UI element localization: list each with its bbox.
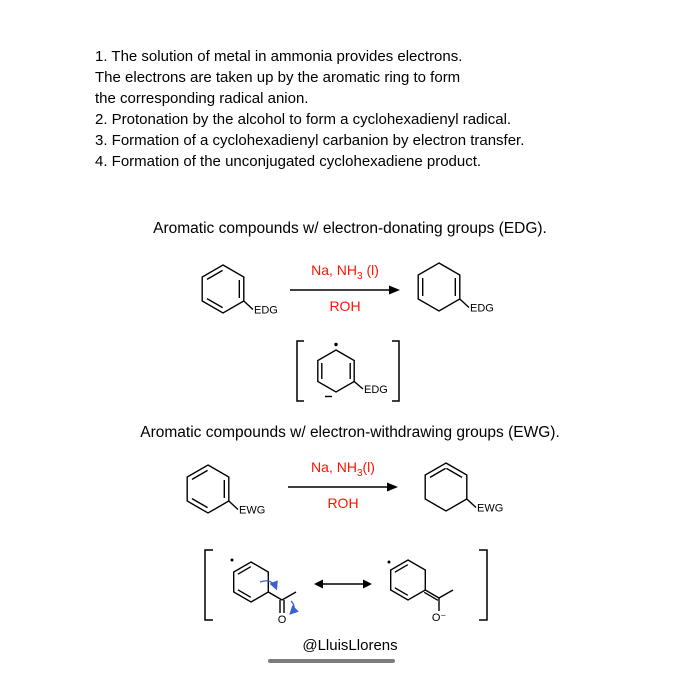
ewg-reagent-top — [287, 459, 399, 479]
ewg-substituent-label: EWG — [239, 504, 266, 517]
note-line-1: 1. The solution of metal in ammonia provides electrons. — [95, 48, 463, 65]
carbonyl-oxygen-label: O — [277, 614, 287, 626]
edg-reagent-top — [289, 262, 401, 282]
ewg-heading: Aromatic compounds w/ electron-withdrawing groups (EWG). — [140, 424, 560, 441]
bracket-left — [205, 550, 213, 620]
reagent-subscript: 3 — [357, 270, 363, 282]
right-resonance-ring — [391, 560, 426, 600]
edg-substituent-label: EDG — [470, 302, 494, 315]
mechanism-notes — [95, 46, 524, 172]
reagent-post: (l) — [362, 459, 375, 475]
substituent-bond — [460, 299, 469, 308]
radical-dot-icon — [231, 559, 234, 562]
reagent-pre: Na, NH — [311, 262, 357, 278]
ewg-reaction-arrow — [287, 481, 399, 493]
ewg-product-structure — [413, 456, 508, 528]
edg-product-structure — [406, 256, 501, 328]
radical-anion-ring — [318, 350, 354, 392]
edg-reaction-arrow — [289, 284, 401, 296]
resonance-arrow-head-right-icon — [363, 580, 372, 589]
methyl-bond — [439, 590, 453, 598]
ewg-resonance-structures — [196, 540, 496, 630]
ewg-reagent-bottom: ROH — [327, 495, 359, 511]
substituent-bond — [229, 501, 238, 510]
substituent-bond — [354, 382, 363, 390]
radical-dot-icon — [388, 561, 391, 564]
credit-handle: @LluisLlorens — [302, 637, 398, 654]
note-line-5: 3. Formation of a cyclohexadienyl carbanion by electron transfer. — [95, 132, 525, 149]
resonance-arrow-head-left-icon — [314, 580, 323, 589]
note-line-4: 2. Protonation by the alcohol to form a cyclohexadienyl radical. — [95, 111, 512, 128]
ring-double-bonds — [322, 363, 350, 379]
carbonyl-double-bond — [280, 600, 284, 613]
edg-substituent-label: EDG — [364, 384, 388, 396]
bracket-left — [297, 341, 304, 401]
curved-electron-arrow-icon — [291, 601, 294, 613]
bracket-right — [392, 341, 399, 401]
edg-reactant-structure — [190, 258, 285, 330]
benzene-double-bonds — [192, 470, 224, 507]
reagent-subscript: 3 — [356, 467, 363, 479]
substituent-bond — [244, 301, 253, 310]
bracket-right — [479, 550, 487, 620]
note-line-2: The electrons are taken up by the aromatic ring to form — [95, 69, 461, 86]
enolate-oxygen-label: O⁻ — [431, 612, 447, 624]
note-line-6: 4. Formation of the unconjugated cyclohexadiene product. — [95, 153, 482, 170]
edg-substituent-label: EDG — [254, 304, 278, 317]
edg-intermediate-structure — [290, 334, 406, 408]
note-line-3: the corresponding radical anion. — [95, 90, 309, 107]
methyl-bond — [282, 592, 296, 600]
ewg-substituent-label: EWG — [477, 502, 504, 515]
arrow-head-icon — [387, 483, 398, 492]
arrow-head-icon — [389, 286, 400, 295]
benzene-ring — [202, 265, 244, 313]
benzene-ring — [187, 465, 229, 513]
radical-dot-icon — [334, 343, 337, 346]
left-resonance-ring — [234, 562, 269, 602]
substituent-bond — [467, 499, 476, 508]
left-ring-double-bonds — [238, 567, 251, 598]
ewg-reactant-structure — [175, 458, 270, 530]
cyclohexadiene-ring — [418, 263, 460, 311]
cyclohexadiene-ring — [425, 463, 467, 511]
exocyclic-double-bond — [424, 590, 439, 600]
benzene-double-bonds — [207, 270, 239, 307]
reagent-post: (l) — [362, 262, 379, 278]
right-ring-double-bonds — [395, 565, 408, 596]
reagent-pre: Na, NH — [311, 459, 357, 475]
diene-double-bonds — [423, 278, 456, 296]
edg-reagent-bottom: ROH — [329, 298, 361, 314]
ring-carbonyl-bond — [268, 592, 282, 600]
edg-heading: Aromatic compounds w/ electron-donating groups (EDG). — [153, 220, 547, 237]
horizontal-scrollbar[interactable] — [268, 659, 395, 663]
